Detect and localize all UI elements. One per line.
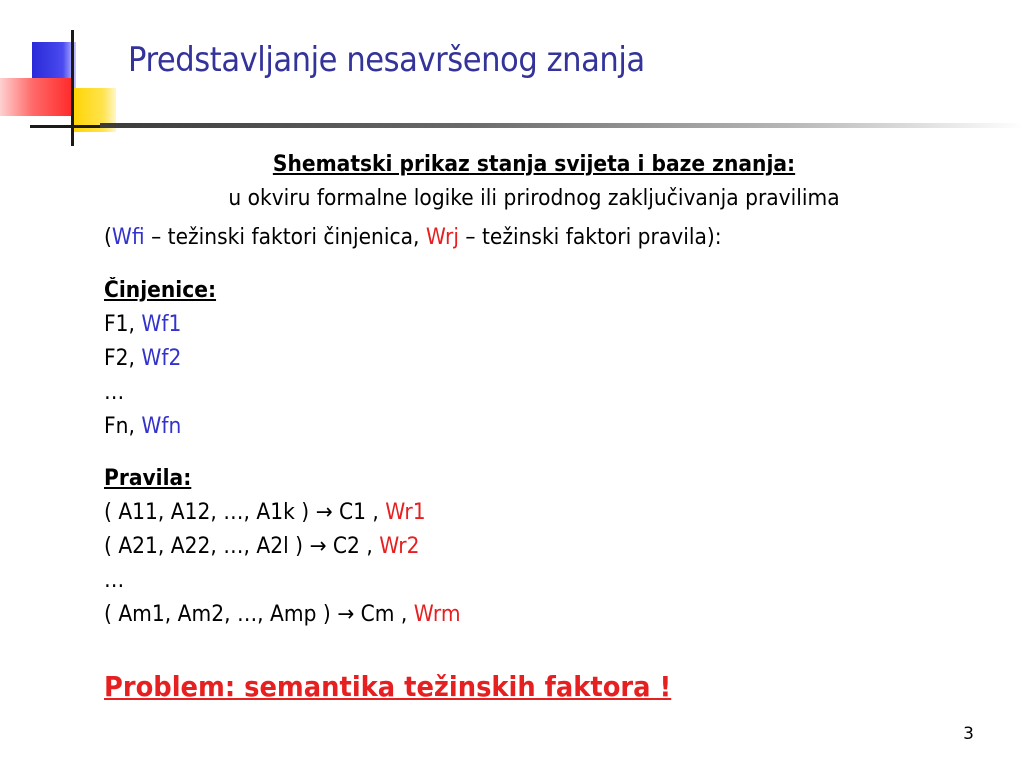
page-number: 3 bbox=[963, 724, 974, 744]
fact-weight: Wf2 bbox=[141, 346, 182, 371]
rule-weight: Wr1 bbox=[385, 500, 426, 525]
intro-heading: Shematski prikaz stanja svijeta i baze znanja: bbox=[272, 152, 796, 177]
rule-item bbox=[104, 530, 420, 564]
rule-text: ( A11, A12, …, A1k ) → C1 , bbox=[104, 500, 386, 525]
rule-text: ( Am1, Am2, …, Amp ) → Cm , bbox=[104, 602, 414, 627]
fact-weight: Wf1 bbox=[141, 312, 182, 337]
fact-item bbox=[104, 342, 181, 376]
rule-text: ( A21, A22, …, A2l ) → C2 , bbox=[104, 534, 380, 559]
red-square-icon bbox=[0, 78, 72, 116]
fact-text: … bbox=[104, 380, 125, 405]
logo-vertical-line bbox=[71, 30, 74, 146]
rule-weight: Wrm bbox=[413, 602, 461, 627]
rule-weight: Wr2 bbox=[379, 534, 420, 559]
rules-heading: Pravila: bbox=[104, 466, 192, 491]
wrj-label: Wrj bbox=[425, 225, 459, 250]
rule-text: … bbox=[104, 568, 125, 593]
fact-text: Fn, bbox=[104, 414, 142, 439]
fact-text: F2, bbox=[104, 346, 142, 371]
header-rule bbox=[100, 123, 1024, 128]
wfi-label: Wfi bbox=[111, 225, 145, 250]
fact-ellipsis bbox=[104, 376, 124, 410]
intro-open-paren: ( bbox=[104, 225, 112, 250]
fact-weight: Wfn bbox=[141, 414, 182, 439]
fact-text: F1, bbox=[104, 312, 142, 337]
intro-line-1: u okviru formalne logike ili prirodnog zaključivanja pravilima bbox=[228, 186, 840, 211]
rule-item bbox=[104, 496, 426, 530]
problem-statement: Problem: semantika težinskih faktora ! bbox=[104, 670, 672, 703]
intro-end-text: – težinski faktori pravila): bbox=[458, 225, 722, 250]
fact-item bbox=[104, 308, 181, 342]
intro-line-2 bbox=[104, 221, 722, 255]
rule-item bbox=[104, 598, 461, 632]
facts-heading: Činjenice: bbox=[104, 278, 217, 303]
intro-mid-text: – težinski faktori činjenica, bbox=[144, 225, 426, 250]
slide-title: Predstavljanje nesavršenog znanja bbox=[128, 40, 645, 80]
fact-item bbox=[104, 410, 181, 444]
rule-ellipsis bbox=[104, 564, 124, 598]
